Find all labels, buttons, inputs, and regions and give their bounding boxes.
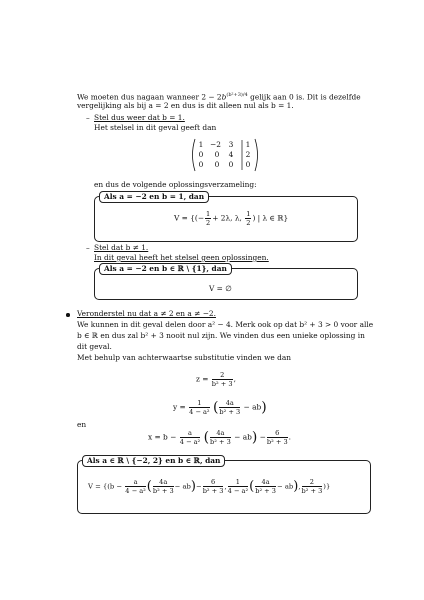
fraction: $\frac{a}{\text{4 − a²}}$ — [179, 429, 201, 446]
case3-paragraph-2: b ∈ ℝ en dus zal b² + 3 nooit nul zijn. We vinden dus een unieke oplossing in — [77, 331, 365, 340]
matrix-cell: −2 — [210, 140, 221, 149]
result-box-case1-tag: Als a = −2 en b = 1, dan — [99, 191, 209, 203]
matrix-cell: 0 — [198, 150, 204, 159]
intro-exponent: (b²+3)/4 — [226, 92, 248, 98]
matrix-cell: 4 — [228, 150, 234, 159]
matrix-cell: 1 — [245, 140, 251, 149]
case1-text: Het stelsel in dit geval geeft dan — [94, 123, 217, 132]
matrix-cell: 2 — [245, 150, 251, 159]
intro-line-1: We moeten dus nagaan wanneer $2 - 2b^{(b^2+3)/4}$ gelijk aan 0 is. Dit is dezelfde — [77, 92, 361, 102]
fraction: $\frac{1}{2}$ — [246, 210, 251, 227]
case1-heading: Stel dus weer dat b = 1. — [94, 113, 185, 122]
matrix-cell: 0 — [228, 160, 234, 169]
fraction: $\frac{1}{\text{4 − a²}}$ — [189, 399, 210, 416]
matrix-cell: 0 — [214, 160, 220, 169]
fraction: $\frac{6}{\text{b² + 3}}$ — [202, 478, 224, 495]
result-box-case3-formula: V = {(b − $\frac{a}{\text{4 − a²}}$ ( $\frac{4a}{\text{b² + 3}}$ − ab)− $\frac{6}{\text{b² + 3}}$ , $\frac{1}{\text{4 − a²}}$ ( $\frac{4a}{\text{b² + 3}}$ − ab), $\frac{2}{\text{b² + 3}}$ )} — [88, 478, 331, 495]
fraction: $\frac{6}{\text{b² + 3}}$ — [266, 429, 288, 446]
fraction: $\frac{1}{2}$ — [206, 210, 211, 227]
bullet-dot — [66, 313, 70, 317]
fraction: $\frac{4a}{\text{b² + 3}}$ — [219, 399, 241, 416]
case2-dash: – — [86, 243, 90, 252]
equation-y: y = $\frac{1}{\text{4 − a²}}$ ( $\frac{4a}{\text{b² + 3}}$ − ab) — [173, 399, 267, 416]
fraction: $\frac{2}{\text{b² + 3}}$ — [211, 371, 233, 388]
case2-text: In dit geval heeft het stelsel geen oplossingen. — [94, 253, 269, 262]
fraction: $\frac{4a}{\text{b² + 3}}$ — [255, 478, 276, 495]
augmented-matrix — [190, 138, 260, 172]
equation-x: x = b − $\frac{a}{\text{4 − a²}}$ ( $\frac{4a}{\text{b² + 3}}$ − ab) − $\frac{6}{\text{b² + 3}}$ . — [148, 429, 292, 446]
matrix-cell: 0 — [245, 160, 251, 169]
result-box-case2-formula: V = ∅ — [209, 284, 232, 293]
case3-heading: Veronderstel nu dat a ≠ 2 en a ≠ −2. — [77, 309, 216, 318]
result-box-case2-tag: Als a = −2 en b ∈ ℝ \ {1}, dan — [99, 263, 232, 275]
fraction: $\frac{4a}{\text{b² + 3}}$ — [152, 478, 174, 495]
word-en: en — [77, 420, 87, 429]
case1-after: en dus de volgende oplossingsverzameling: — [94, 180, 257, 189]
matrix-cell: 0 — [214, 150, 220, 159]
case3-paragraph-1: We kunnen in dit geval delen door a² − 4. Merk ook op dat b² + 3 > 0 voor alle — [77, 320, 374, 329]
case2-heading: Stel dat b ≠ 1. — [94, 243, 149, 252]
case1-dash: – — [86, 113, 90, 122]
result-box-case3-tag: Als a ∈ ℝ \ {−2, 2} en b ∈ ℝ, dan — [82, 455, 225, 467]
fraction: $\frac{a}{\text{4 − a²}}$ — [125, 478, 146, 495]
fraction: $\frac{1}{\text{4 − a²}}$ — [227, 478, 249, 495]
case3-paragraph-4: Met behulp van achterwaartse substitutie vinden we dan — [77, 353, 292, 362]
fraction: $\frac{2}{\text{b² + 3}}$ — [301, 478, 323, 495]
matrix-cell: 3 — [228, 140, 234, 149]
intro-line-2: vergelijking als bij a = 2 en dus is dit alleen nul als b = 1. — [77, 101, 294, 110]
matrix-cell: 0 — [198, 160, 204, 169]
fraction: $\frac{4a}{\text{b² + 3}}$ — [210, 429, 231, 446]
result-box-case1-formula: V = {(− $\frac{1}{2}$ + 2λ, λ, $\frac{1}{2}$ ) | λ ∈ ℝ} — [174, 210, 289, 227]
equation-z: z = $\frac{2}{\text{b² + 3}}$ , — [196, 371, 236, 388]
case3-paragraph-3: dit geval. — [77, 342, 112, 351]
matrix-cell: 1 — [198, 140, 204, 149]
